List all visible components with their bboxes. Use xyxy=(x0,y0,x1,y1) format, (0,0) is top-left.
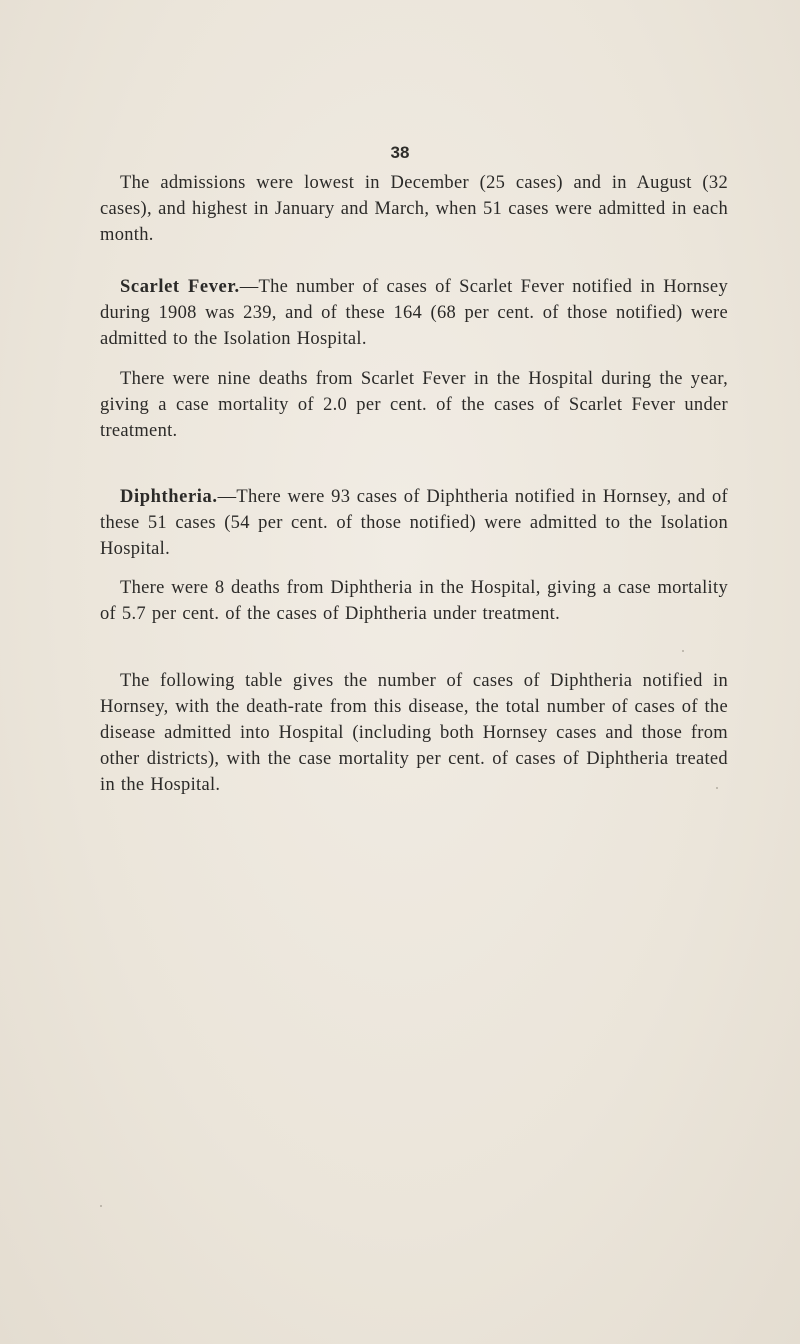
diphtheria-heading: Diphtheria. xyxy=(120,487,218,507)
page-number: 38 xyxy=(390,143,410,162)
admissions-paragraph: The admissions were lowest in December (25 cases) and in August (32 cases), and highest in January and March, when 51 cases were admitted in each month. xyxy=(100,173,728,245)
diphtheria-deaths-paragraph: There were 8 deaths from Diphtheria in the Hospital, giving a case mortality of 5.7 per cent. of the cases of Diphtheria under treatment. xyxy=(100,578,728,624)
scarlet-fever-heading: Scarlet Fever. xyxy=(120,277,240,297)
paper-speck xyxy=(716,787,718,789)
scarlet-fever-paragraph xyxy=(100,274,728,352)
diphtheria-body: —There were 93 cases of Diphtheria notified in Hornsey, and of these 51 cases (54 per cent. of those notified) were admitted to the Isolation Hospital. xyxy=(100,487,728,559)
paper-speck xyxy=(100,1205,102,1207)
diphtheria-paragraph xyxy=(100,484,728,562)
scarlet-fever-body: —The number of cases of Scarlet Fever notified in Hornsey during 1908 was 239, and of these 164 (68 per cent. of those notified) were admitted to the Isolation Hospital. xyxy=(100,277,728,349)
table-intro-paragraph: The following table gives the number of cases of Diphtheria notified in Hornsey, with the death-rate from this disease, the total number of cases of the disease admitted into Hospital (including both Hornsey cases and those from other districts), with the case mortality per cent. of cases of Diphtheria treated in the Hospital. xyxy=(100,671,728,795)
scarlet-fever-deaths-paragraph: There were nine deaths from Scarlet Fever in the Hospital during the year, giving a case mortality of 2.0 per cent. of the cases of Scarlet Fever under treatment. xyxy=(100,369,728,441)
paper-speck xyxy=(682,650,684,652)
